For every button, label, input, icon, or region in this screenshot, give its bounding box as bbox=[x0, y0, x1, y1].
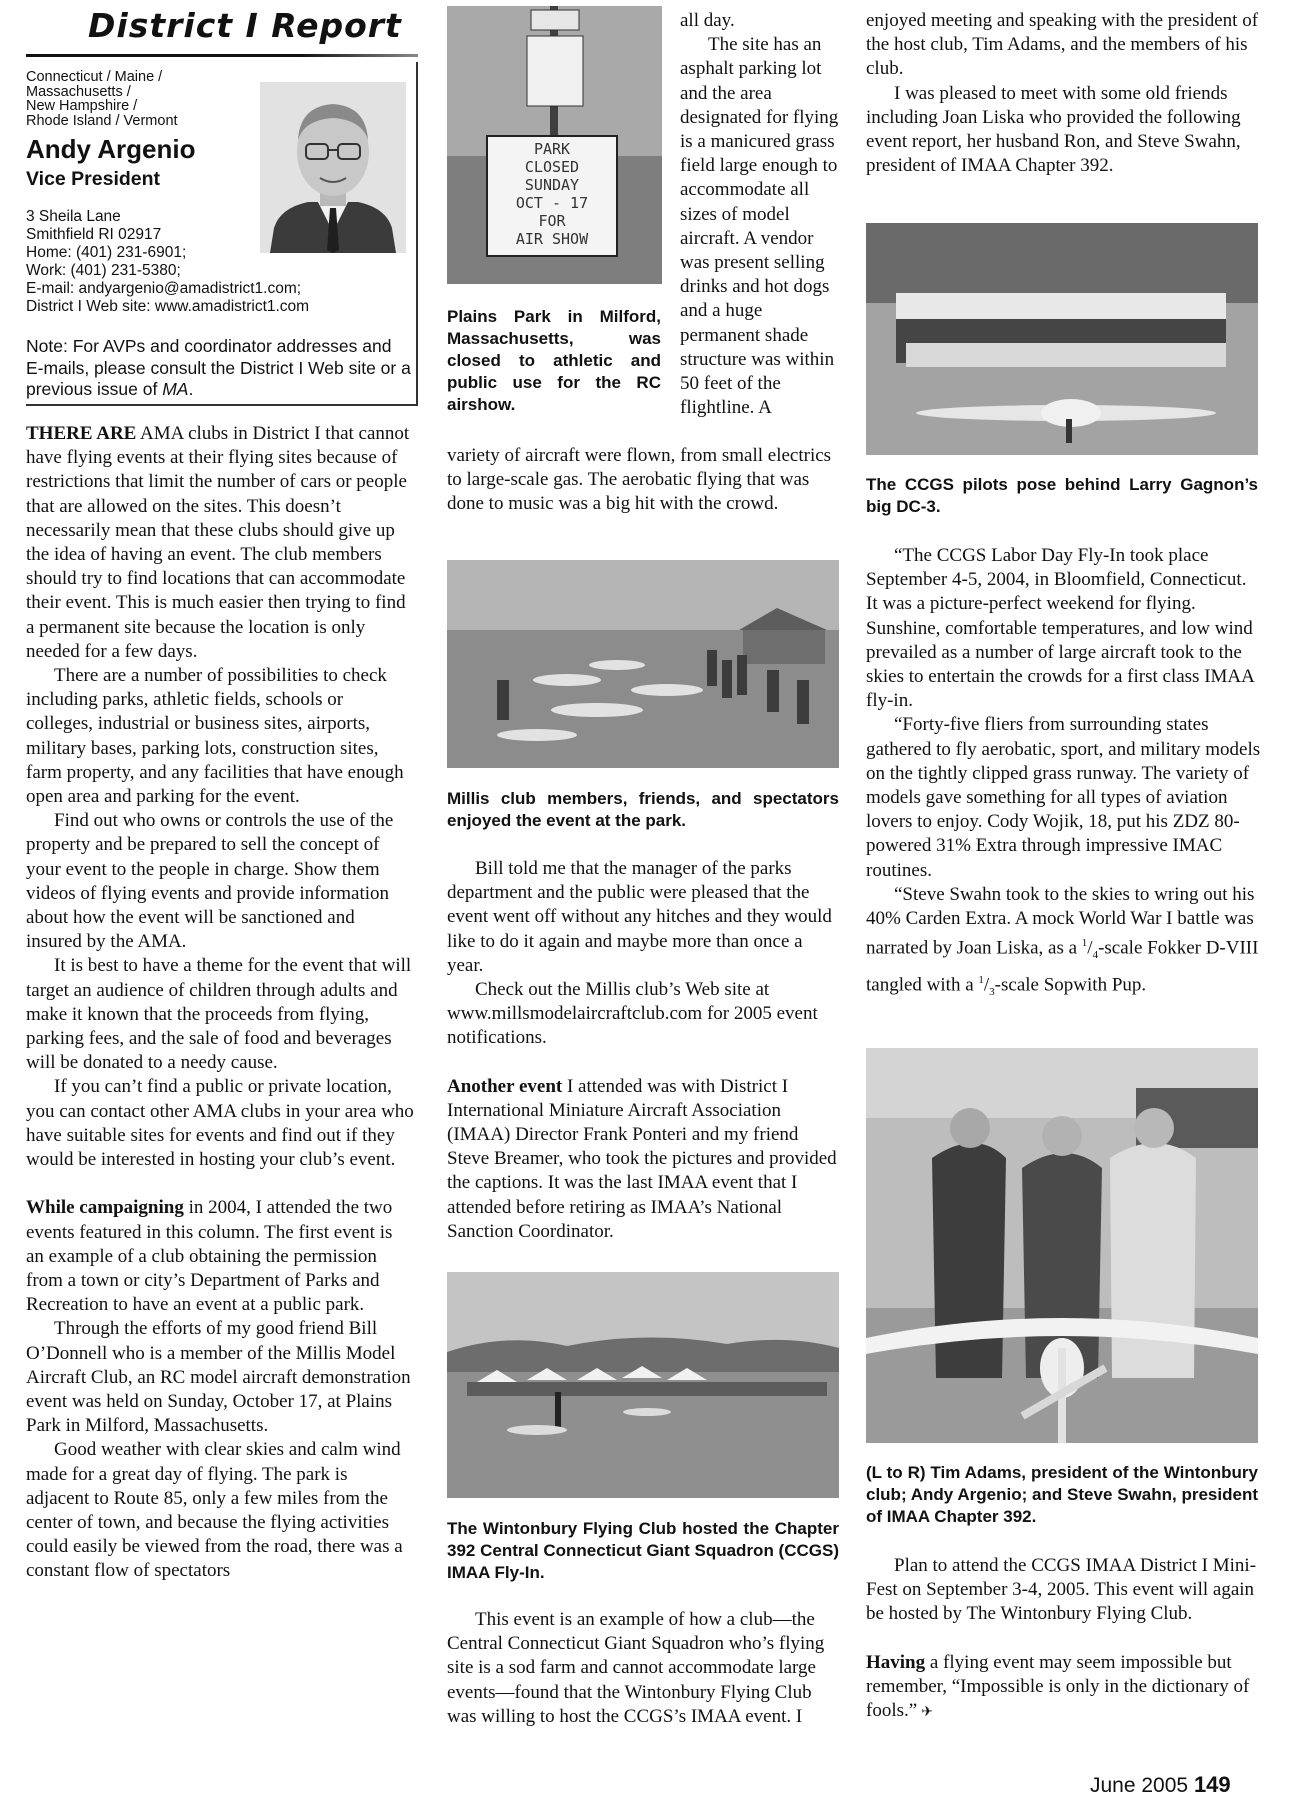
col3-top bbox=[866, 9, 1262, 178]
caption-wintonbury: The Wintonbury Flying Club hosted the Chapter 392 Central Connecticut Giant Squadron (CCGS) IMAA Fly-In. bbox=[447, 1519, 839, 1582]
paragraph: Through the efforts of my good friend Bill O’Donnell who is a member of the Millis Model Aircraft Club, an RC model aircraft demonstration event was held on Sunday, October 17, at Plains Park in Milford, Massachusetts. bbox=[26, 1318, 411, 1437]
sign-line: CLOSED bbox=[524, 158, 580, 176]
col3-end bbox=[866, 1554, 1262, 1725]
paragraph: There are a number of possibilities to check including parks, athletic fields, schools or colleges, industrial or business sites, airports, military bases, parking lots, construction sites, farm property, and any facilities that have enough open area and parking for the event. bbox=[26, 665, 404, 808]
contact-city: Smithfield RI 02917 bbox=[26, 226, 162, 243]
page-folio bbox=[1090, 1772, 1231, 1798]
col2-sidebar-text bbox=[680, 9, 842, 420]
page-number: 149 bbox=[1193, 1772, 1231, 1797]
state-line: Rhode Island / Vermont bbox=[26, 112, 178, 129]
fraction-denominator: 4 bbox=[1092, 949, 1099, 962]
sign-line: AIR SHOW bbox=[515, 230, 589, 248]
paragraph: all day. bbox=[680, 10, 735, 31]
end-mark-icon: ✈ bbox=[921, 1705, 933, 1721]
paragraph: If you can’t find a public or private location, you can contact other AMA clubs in your area who have suitable sites for events and find out if they would be interested in hosting your club’s event. bbox=[26, 1076, 414, 1171]
paragraph-text: “Steve Swahn took to the skies to wring out his 40% Carden Extra. A mock World War I battle was narrated by Joan Liska, as a bbox=[866, 883, 1255, 959]
state-line: New Hampshire / bbox=[26, 98, 138, 114]
park-closed-photo bbox=[447, 6, 662, 284]
paragraph-text: a flying event may seem impossible but remember, “Impossible is only in the dictionary of fools.” bbox=[866, 1651, 1250, 1722]
paragraph: “Forty-five fliers from surrounding states gathered to fly aerobatic, sport, and military models on the tightly clipped grass runway. The variety of models gave something for all types of aviation lovers to enjoy. Cody Wojik, 18, put his ZDZ 80-powered 31% Extra through impressive IMAC routines. bbox=[866, 714, 1261, 881]
title-rule bbox=[26, 54, 418, 57]
paragraph: I was pleased to meet with some old friends including Joan Liska who provided the following event report, her husband Ron, and Steve Swahn, president of IMAA Chapter 392. bbox=[866, 82, 1241, 177]
paragraph: Plan to attend the CCGS IMAA District I Mini-Fest on September 3-4, 2005. This event will again be hosted by The Wintonbury Flying Club. bbox=[866, 1555, 1257, 1625]
report-title: District I Report bbox=[88, 6, 402, 45]
portrait-photo bbox=[260, 82, 406, 253]
lead-in: While campaigning bbox=[26, 1197, 184, 1219]
lead-in: Another event bbox=[447, 1075, 563, 1097]
fraction-numerator: 1 bbox=[1081, 937, 1088, 950]
wintonbury-field-photo bbox=[447, 1272, 839, 1498]
note-magazine: MA bbox=[162, 379, 189, 399]
paragraph-text: AMA clubs in District I that cannot have flying events at their flying sites because of restrictions that limit the number of cars or people that are allowed on the sites. This doesn’t necessarily mean that these clubs should give up the idea of having an event. The club members should try to find locations that can accommodate their event. This is much easier then trying to find a permanent site because the location is only needed for a few days. bbox=[26, 423, 410, 662]
state-line: Massachusetts / bbox=[26, 83, 131, 100]
paragraph bbox=[447, 1075, 842, 1244]
paragraph-text: I attended was with District I International Miniature Aircraft Association (IMAA) Director Frank Ponteri and my friend Steve Breamer, who took the pictures and provided the captions. It was the last IMAA event that I attended before retiring as IMAA’s National Sanction Coordinator. bbox=[447, 1075, 837, 1242]
col2-final bbox=[447, 1608, 842, 1729]
caption-park-closed: Plains Park in Milford, Massachusetts, was closed to athletic and public use for the RC airshow. bbox=[447, 307, 661, 414]
avp-name: Andy Argenio bbox=[26, 134, 196, 164]
lead-in: THERE ARE bbox=[26, 423, 137, 444]
contact-email[interactable]: E-mail: andyargenio@amadistrict1.com; bbox=[26, 280, 302, 297]
paragraph: The site has an asphalt parking lot and the area designated for flying is a manicured grass field large enough to accommodate all sizes of model aircraft. A vendor was present selling drinks and hot dogs and a huge permanent shade structure was within 50 feet of the flightline. A bbox=[680, 34, 839, 419]
caption-ccgs-pilots: The CCGS pilots pose behind Larry Gagnon’s big DC-3. bbox=[866, 475, 1258, 516]
three-men-photo bbox=[866, 1048, 1258, 1443]
sign-line: SUNDAY bbox=[524, 176, 580, 194]
avp-info-box bbox=[26, 62, 418, 406]
paragraph: Check out the Millis club’s Web site at www.millsmodelaircraftclub.com for 2005 event notifications. bbox=[447, 979, 818, 1049]
note-text: Note: For AVPs and coordinator addresses and E-mails, please consult the District I Web site or a previous issue of bbox=[26, 336, 411, 399]
paragraph: “Steve Swahn took to the skies to wring out his 40% Carden Extra. A mock World War I battle was narrated by Joan Liska, as a $^1/_4$-scale Fokker D-VIII tangled with a $^1/_3$-scale Sopwith Pup. bbox=[866, 883, 1259, 998]
contact-address: 3 Sheila Lane bbox=[26, 208, 121, 225]
paragraph: It is best to have a theme for the event that will target an audience of children through adults and make it known that the proceeds from flying, parking fees, and the sale of food and beverages will be donated to a needy cause. bbox=[26, 955, 412, 1074]
sign-line: FOR bbox=[538, 212, 566, 230]
fraction-numerator: 1 bbox=[978, 973, 984, 986]
col1-body bbox=[26, 422, 414, 1584]
note-end: . bbox=[188, 379, 194, 399]
paragraph-text: in 2004, I attended the two events featured in this column. The first event is an example of a club obtaining the permission from a town or city’s Department of Parks and Recreation to have an event at a public park. bbox=[26, 1197, 393, 1316]
contact-website[interactable]: District I Web site: www.amadistrict1.com bbox=[26, 298, 310, 315]
spacer bbox=[866, 1627, 1262, 1651]
lead-in: Having bbox=[866, 1651, 926, 1673]
ccgs-pilots-photo bbox=[866, 223, 1258, 455]
spacer bbox=[26, 1172, 414, 1196]
paragraph-text: -scale Fokker D-VIII tangled with a bbox=[866, 937, 1259, 995]
contact-work-phone: Work: (401) 231-5380; bbox=[26, 262, 181, 279]
paragraph: This event is an example of how a club—the Central Connecticut Giant Squadron who’s flying site is a sod farm and cannot accommodate large events—found that the Wintonbury Flying Club was willing to host the CCGS’s IMAA event. I bbox=[447, 1609, 825, 1727]
note bbox=[26, 336, 411, 401]
col2-continuation: variety of aircraft were flown, from small electrics to large-scale gas. The aerobatic flying that was done to music was a big hit with the crowd. bbox=[447, 445, 832, 515]
paragraph bbox=[26, 422, 414, 664]
paragraph: enjoyed meeting and speaking with the president of the host club, Tim Adams, and the members of his club. bbox=[866, 10, 1259, 80]
contact-home-phone: Home: (401) 231-6901; bbox=[26, 244, 187, 261]
col3-quotes bbox=[866, 544, 1262, 1004]
paragraph bbox=[866, 1651, 1262, 1726]
sign-line: OCT - 17 bbox=[515, 194, 589, 212]
state-line: Connecticut / Maine / bbox=[26, 69, 163, 85]
paragraph: Find out who owns or controls the use of the property and be prepared to sell the concept of your event to the people in charge. Show them videos of flying events and provide information about how the event will be sanctioned and insured by the AMA. bbox=[26, 810, 394, 953]
issue-date: June 2005 bbox=[1090, 1774, 1189, 1797]
paragraph: “The CCGS Labor Day Fly-In took place September 4-5, 2004, in Bloomfield, Connecticut. It was a picture-perfect weekend for flying. Sunshine, comfortable temperatures, and low wind prevailed as a number of large aircraft took to the skies to entertain the crowds for a first class IMAA fly-in. bbox=[866, 545, 1254, 712]
sign-line: PARK bbox=[533, 140, 571, 158]
paragraph bbox=[26, 1196, 414, 1317]
caption-three-men: (L to R) Tim Adams, president of the Wintonbury club; Andy Argenio; and Steve Swahn, president of IMAA Chapter 392. bbox=[866, 1463, 1258, 1526]
paragraph-text: -scale Sopwith Pup. bbox=[994, 973, 1147, 995]
paragraph: Bill told me that the manager of the parks department and the public were pleased that the event went off without any hitches and they would like to do it again and maybe more than once a year. bbox=[447, 858, 832, 976]
district-states bbox=[26, 70, 256, 128]
col2-body bbox=[447, 857, 842, 1244]
caption-millis-club: Millis club members, friends, and spectators enjoyed the event at the park. bbox=[447, 789, 839, 830]
millis-club-photo bbox=[447, 560, 839, 768]
paragraph: Good weather with clear skies and calm wind made for a great day of flying. The park is adjacent to Route 85, only a few miles from the center of town, and because the flying activities could easily be viewed from the road, there was a constant flow of spectators bbox=[26, 1439, 403, 1582]
spacer bbox=[447, 1051, 842, 1075]
avp-title: Vice President bbox=[26, 168, 161, 190]
fraction-denominator: 3 bbox=[989, 985, 995, 998]
closed-sign bbox=[487, 140, 617, 248]
